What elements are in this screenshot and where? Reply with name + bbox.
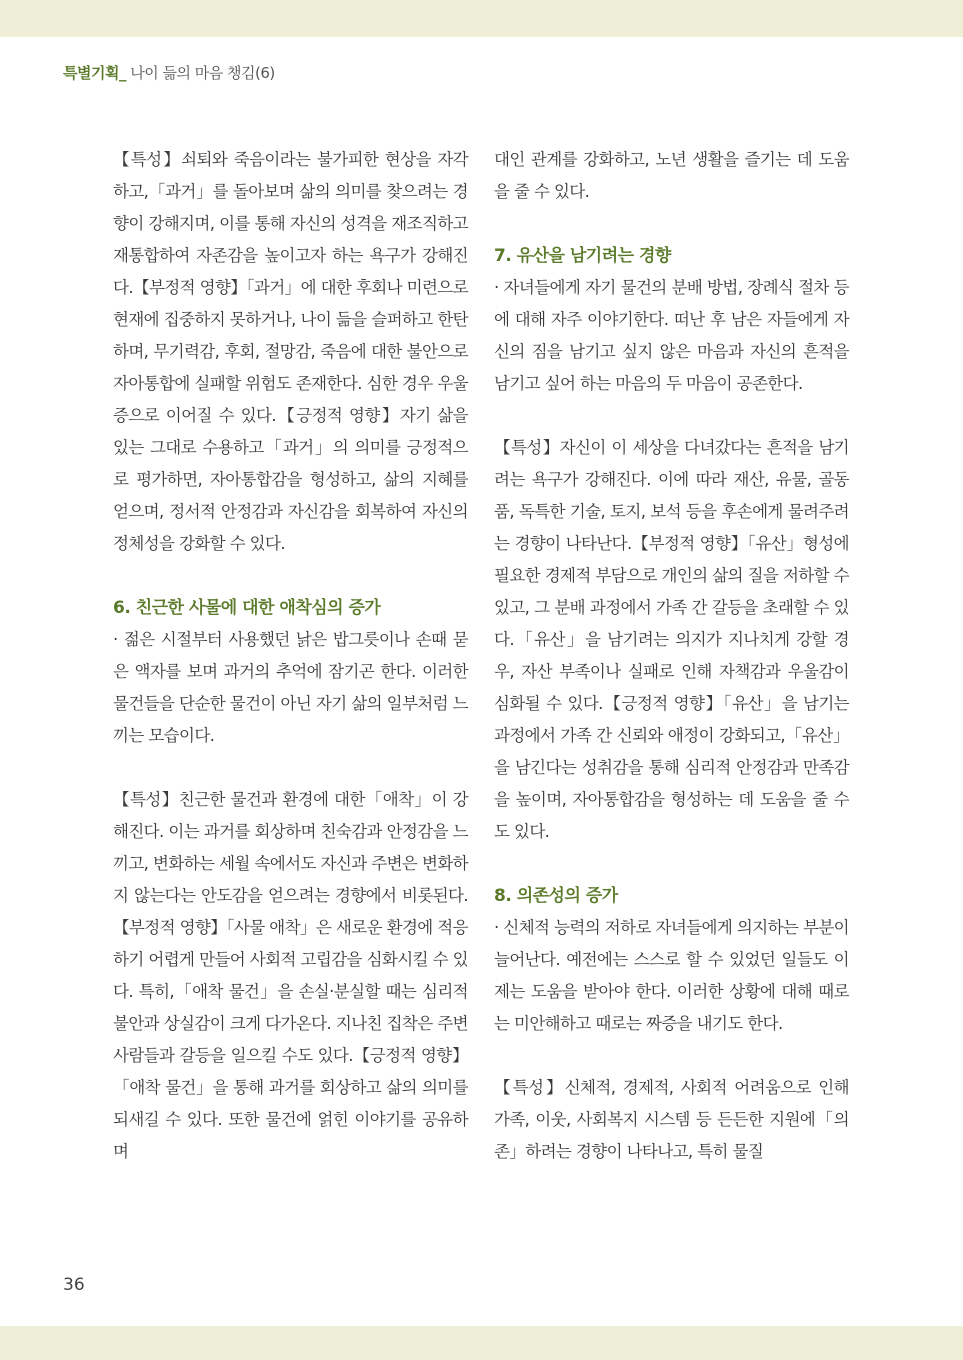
article-title: 나이 듦의 마음 챙김(6) — [125, 64, 275, 82]
page-number: 36 — [63, 1275, 85, 1295]
running-header — [63, 62, 275, 83]
section-heading: 7. 유산을 남기려는 경향 — [494, 246, 671, 266]
paragraph: 【특성】쇠퇴와 죽음이라는 불가피한 현상을 자각하고,「과거」를 돌아보며 삶의 의미를 찾으려는 경향이 강해지며, 이를 통해 자신의 성격을 재조직하고 재통합하여 자존감을 높이고자 하는 욕구가 강해진다.【부정적 영향】「과거」에 대한 후회나 미련으로 현재에 집중하지 못하거나, 나이 듦을 슬퍼하고 한탄하며, 무기력감, 후회, 절망감, 죽음에 대한 불안으로 자아통합에 실패할 위험도 존재한다. 심한 경우 우울증으로 이어질 수 있다.【긍정적 영향】자기 삶을 있는 그대로 수용하고「과거」의 의미를 긍정적으로 평가하면, 자아통합감을 형성하고, 삶의 지혜를 얻으며, 정서적 안정감과 자신감을 회복하여 자신의 정체성을 강화할 수 있다. — [113, 150, 468, 553]
paragraph: 【특성】신체적, 경제적, 사회적 어려움으로 인해 가족, 이웃, 사회복지 시스템 등 든든한 지원에「의존」하려는 경향이 나타나고, 특히 물질 — [494, 1078, 849, 1161]
left-column — [113, 144, 468, 1168]
right-column — [494, 144, 849, 1168]
paragraph: · 신체적 능력의 저하로 자녀들에게 의지하는 부분이 늘어난다. 예전에는 스스로 할 수 있었던 일들도 이제는 도움을 받아야 한다. 이러한 상황에 대해 때로는 미안해하고 때로는 짜증을 내기도 한다. — [494, 918, 849, 1033]
paragraph: · 젊은 시절부터 사용했던 낡은 밥그릇이나 손때 묻은 액자를 보며 과거의 추억에 잠기곤 한다. 이러한 물건들을 단순한 물건이 아닌 자기 삶의 일부처럼 느끼는 모습이다. — [113, 630, 468, 745]
paragraph: 【특성】자신이 이 세상을 다녀갔다는 흔적을 남기려는 욕구가 강해진다. 이에 따라 재산, 유물, 골동품, 독특한 기술, 토지, 보석 등을 후손에게 물려주려는 경향이 나타난다.【부정적 영향】「유산」형성에 필요한 경제적 부담으로 개인의 삶의 질을 저하할 수 있고, 그 분배 과정에서 가족 간 갈등을 초래할 수 있다.「유산」을 남기려는 의지가 지나치게 강할 경우, 자산 부족이나 실패로 인해 자책감과 우울감이 심화될 수 있다.【긍정적 영향】「유산」을 남기는 과정에서 가족 간 신뢰와 애정이 강화되고,「유산」을 남긴다는 성취감을 통해 심리적 안정감과 만족감을 높이며, 자아통합감을 형성하는 데 도움을 줄 수도 있다. — [494, 438, 849, 841]
series-label: 특별기획_ — [63, 64, 126, 82]
paragraph: · 자녀들에게 자기 물건의 분배 방법, 장례식 절차 등에 대해 자주 이야기한다. 떠난 후 남은 자들에게 자신의 짐을 남기고 싶지 않은 마음과 자신의 흔적을 남기고 싶어 하는 마음의 두 마음이 공존한다. — [494, 278, 849, 393]
section-heading: 6. 친근한 사물에 대한 애착심의 증가 — [113, 598, 381, 618]
top-decorative-band — [0, 0, 963, 37]
section-heading: 8. 의존성의 증가 — [494, 886, 618, 906]
paragraph: 【특성】친근한 물건과 환경에 대한「애착」이 강해진다. 이는 과거를 회상하며 친숙감과 안정감을 느끼고, 변화하는 세월 속에서도 자신과 주변은 변화하지 않는다는 안도감을 얻으려는 경향에서 비롯된다.【부정적 영향】「사물 애착」은 새로운 환경에 적응하기 어렵게 만들어 사회적 고립감을 심화시킬 수 있다. 특히,「애착 물건」을 손실·분실할 때는 심리적 불안과 상실감이 크게 다가온다. 지나친 집착은 주변 사람들과 갈등을 일으킬 수도 있다.【긍정적 영향】「애착 물건」을 통해 과거를 회상하고 삶의 의미를 되새길 수 있다. 또한 물건에 얽힌 이야기를 공유하며 — [113, 790, 468, 1161]
bottom-decorative-band — [0, 1326, 963, 1360]
paragraph: 대인 관계를 강화하고, 노년 생활을 즐기는 데 도움을 줄 수 있다. — [494, 150, 849, 201]
